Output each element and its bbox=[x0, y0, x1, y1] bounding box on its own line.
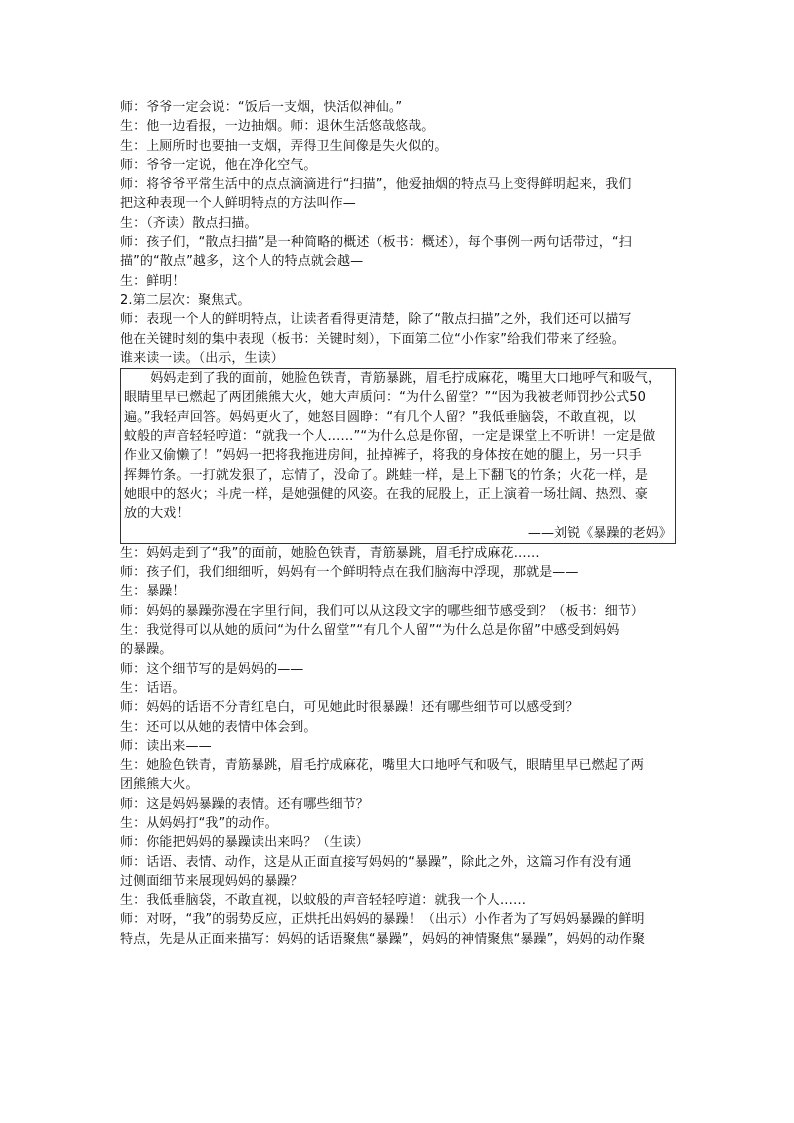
text-line: 的暴躁。 bbox=[120, 642, 173, 658]
text-line: 师：这是妈妈暴躁的表情。还有哪些细节？ bbox=[120, 796, 369, 812]
text-line: 师：孩子们，“散点扫描”是一种简略的概述（板书：概述），每个事例一两句话带过，“扫 bbox=[120, 235, 632, 251]
text-block-top bbox=[120, 98, 676, 368]
text-line: 生：她脸色铁青，青筋暴跳，眉毛拧成麻花，嘴里大口地呼气和吸气，眼睛里早已燃起了两 bbox=[120, 758, 645, 774]
text-line: 过侧面细节来展现妈妈的暴躁？ bbox=[120, 873, 304, 889]
text-line: 师：读出来—— bbox=[120, 738, 212, 754]
text-line: 生：从妈妈打“我”的动作。 bbox=[120, 815, 278, 831]
text-line: 生：话语。 bbox=[120, 680, 186, 696]
text-line: 师：将爷爷平常生活中的点点滴滴进行“扫描”，他爱抽烟的特点马上变得鲜明起来，我们 bbox=[120, 177, 632, 193]
quote-line: 挥舞竹条。一打就发狠了，忘情了，没命了。跳蛙一样，是上下翻飞的竹条；火花一样，是 bbox=[124, 467, 649, 483]
quote-line: 妈妈走到了我的面前，她脸色铁青，青筋暴跳，眉毛拧成麻花，嘴里大口地呼气和吸气， bbox=[124, 371, 662, 387]
text-line: 生：（齐读）散点扫描。 bbox=[120, 215, 258, 231]
quote-line: 眼睛里早已燃起了两团熊熊大火，她大声质问：“为什么留堂？”“因为我被老师罚抄公式50 bbox=[124, 390, 646, 406]
quote-line: 她眼中的怒火；斗虎一样，是她强健的风姿。在我的屁股上，正上演着一场壮阔、热烈、豪 bbox=[124, 486, 649, 502]
text-line: 师：对呀，“我”的弱势反应，正烘托出妈妈的暴躁！（出示）小作者为了写妈妈暴躁的鲜明 bbox=[120, 912, 645, 928]
quote-line: 作业又偷懒了！”妈妈一把将我拖进房间，扯掉裤子，将我的身体按在她的腿上，另一只手 bbox=[124, 448, 642, 464]
text-line: 生：还可以从她的表情中体会到。 bbox=[120, 719, 317, 735]
text-line: 师：孩子们，我们细细听，妈妈有一个鲜明特点在我们脑海中浮现，那就是—— bbox=[120, 565, 579, 581]
text-line: 特点，先是从正面来描写：妈妈的话语聚焦“暴躁”，妈妈的神情聚焦“暴躁”，妈妈的动作聚 bbox=[120, 931, 646, 947]
quote-line: 放的大戏！ bbox=[124, 506, 190, 522]
text-line: 生：上厕所时也要抽一支烟，弄得卫生间像是失火似的。 bbox=[120, 138, 448, 154]
text-line: 师：这个细节写的是妈妈的—— bbox=[120, 661, 304, 677]
document-page bbox=[120, 98, 676, 949]
text-line: 生：妈妈走到了“我”的面前，她脸色铁青，青筋暴跳，眉毛拧成麻花…… bbox=[120, 545, 540, 561]
text-line: 师：妈妈的暴躁弥漫在字里行间，我们可以从这段文字的哪些细节感受到？（板书：细节） bbox=[120, 603, 645, 619]
text-line: 生：他一边看报，一边抽烟。师：退休生活悠哉悠哉。 bbox=[120, 119, 435, 135]
quoted-excerpt-box bbox=[120, 368, 676, 544]
text-line: 师：表现一个人的鲜明特点，让读者看得更清楚，除了“散点扫描”之外，我们还可以描写 bbox=[120, 312, 632, 328]
text-block-bottom bbox=[120, 544, 676, 949]
quote-source: ——刘锐《暴躁的老妈》 bbox=[527, 525, 672, 541]
text-line: 师：话语、表情、动作，这是从正面直接写妈妈的“暴躁”，除此之外，这篇习作有没有通 bbox=[120, 854, 632, 870]
text-line: 生：我低垂脑袋，不敢直视，以蚊般的声音轻轻哼道：就我一个人…… bbox=[120, 893, 527, 909]
text-line: 他在关键时刻的集中表现（板书：关键时刻），下面第二位“小作家”给我们带来了经验。 bbox=[120, 331, 625, 347]
text-line: 谁来读一读。（出示，生读） bbox=[120, 350, 284, 366]
quote-line: 遍。”我轻声回答。妈妈更火了，她怒目圆睁：“有几个人留？”我低垂脑袋，不敢直视，以 bbox=[124, 409, 636, 425]
text-line: 把这种表现一个人鲜明特点的方法叫作— bbox=[120, 196, 356, 212]
text-line: 生：我觉得可以从她的质问“为什么留堂”“有几个人留”“为什么总是你留”中感受到妈妈 bbox=[120, 623, 620, 639]
text-line: 师：妈妈的话语不分青红皂白，可见她此时很暴躁！还有哪些细节可以感受到？ bbox=[120, 700, 579, 716]
text-line: 描”的“散点”越多，这个人的特点就会越— bbox=[120, 254, 364, 270]
text-line: 团熊熊大火。 bbox=[120, 777, 199, 793]
text-line: 师：爷爷一定会说：“饭后一支烟，快活似神仙。” bbox=[120, 100, 403, 115]
text-line: 生：暴躁！ bbox=[120, 584, 186, 600]
text-line: 师：爷爷一定说，他在净化空气。 bbox=[120, 157, 317, 173]
quote-line: 蚊般的声音轻轻哼道：“就我一个人……”“为什么总是你留，一定是课堂上不听讲！一定是做 bbox=[124, 429, 656, 445]
text-line: 师：你能把妈妈的暴躁读出来吗？（生读） bbox=[120, 835, 369, 851]
section-heading: 2.第二层次：聚焦式。 bbox=[120, 292, 251, 308]
text-line: 生：鲜明！ bbox=[120, 273, 186, 289]
